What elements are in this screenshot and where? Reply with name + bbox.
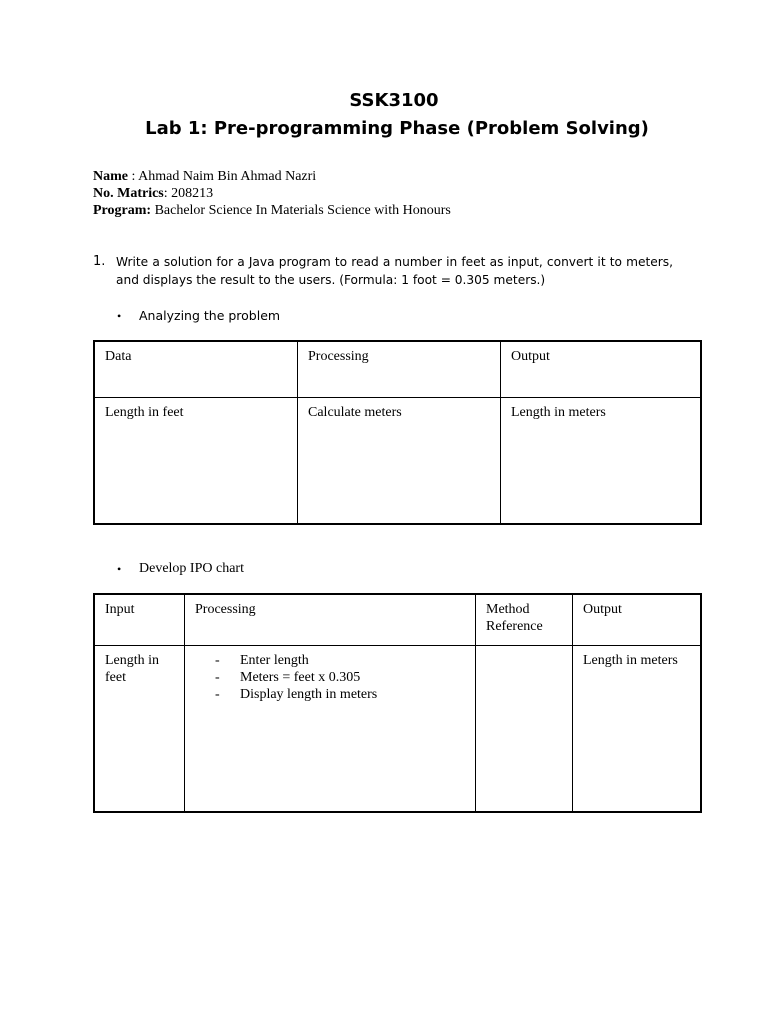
header-method-reference: Method Reference xyxy=(476,594,573,646)
header-output: Output xyxy=(573,594,702,646)
course-code: SSK3100 xyxy=(349,90,439,111)
table-row xyxy=(94,398,701,525)
table-row xyxy=(94,646,701,813)
list-item: - Display length in meters xyxy=(215,686,465,703)
matric-label: No. Matrics xyxy=(93,186,164,201)
program-value: Bachelor Science In Materials Science with Honours xyxy=(151,203,451,218)
cell-output: Length in meters xyxy=(501,398,702,525)
ipo-chart-table xyxy=(93,593,702,813)
header-processing: Processing xyxy=(298,341,501,398)
processing-steps xyxy=(195,652,465,703)
matric-value: : 208213 xyxy=(163,186,214,201)
cell-output: Length in meters xyxy=(573,646,702,813)
list-item: - Enter length xyxy=(215,652,465,669)
list-item: - Meters = feet x 0.305 xyxy=(215,669,465,686)
ipo-heading: Develop IPO chart xyxy=(139,561,244,576)
student-program xyxy=(93,202,451,219)
cell-processing xyxy=(185,646,476,813)
student-name xyxy=(93,168,316,185)
analysis-table xyxy=(93,340,702,525)
header-output: Output xyxy=(501,341,702,398)
program-label: Program: xyxy=(93,203,152,218)
header-processing: Processing xyxy=(185,594,476,646)
table-header-row xyxy=(94,594,701,646)
cell-data: Length in feet xyxy=(94,398,298,525)
name-label: Name xyxy=(93,169,128,184)
header-data: Data xyxy=(94,341,298,398)
bullet-icon: • xyxy=(117,309,122,323)
analyze-heading: Analyzing the problem xyxy=(139,308,281,323)
cell-input: Length in feet xyxy=(94,646,185,813)
question-text: Write a solution for a Java program to read a number in feet as input, convert it to meters, and displays the result to the users. (Formula: 1 foot = 0.305 meters.) xyxy=(116,255,673,287)
cell-method-reference xyxy=(476,646,573,813)
header-input: Input xyxy=(94,594,185,646)
question-number: 1. xyxy=(93,254,106,269)
name-value: : Ahmad Naim Bin Ahmad Nazri xyxy=(128,169,317,184)
lab-title: Lab 1: Pre-programming Phase (Problem Solving) xyxy=(145,118,649,139)
cell-processing: Calculate meters xyxy=(298,398,501,525)
table-header-row xyxy=(94,341,701,398)
bullet-icon: • xyxy=(117,562,122,576)
student-matric xyxy=(93,185,213,202)
